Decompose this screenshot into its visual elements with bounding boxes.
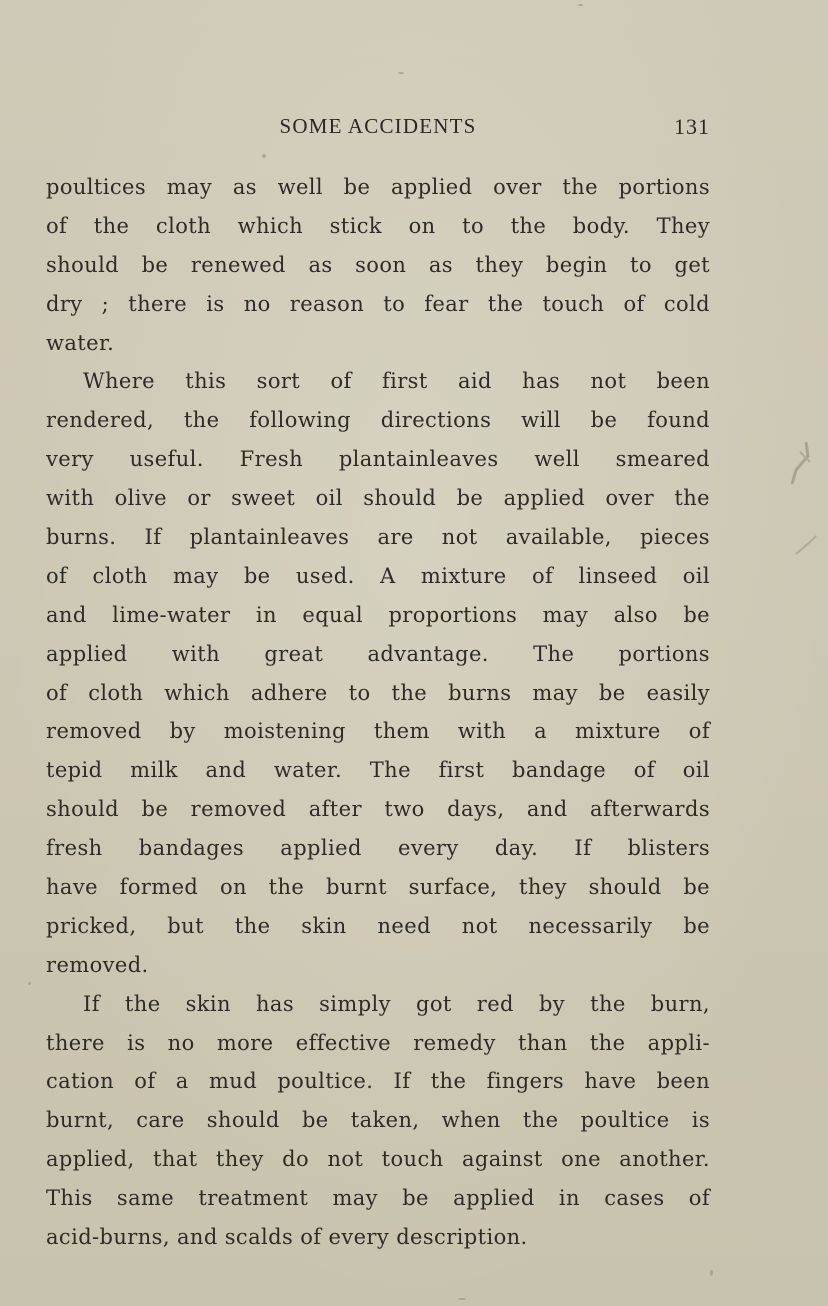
- text-line: poultices may as well be applied over the portions: [46, 175, 710, 199]
- paper-speck: [262, 154, 266, 158]
- text-line: of cloth may be used. A mixture of linseed oil: [46, 563, 710, 588]
- text-line: cation of a mud poultice. If the fingers have been: [46, 1069, 710, 1094]
- margin-smudge: [786, 440, 812, 486]
- text-line: of the cloth which stick on to the body. They: [46, 213, 710, 238]
- paragraph-2: [46, 362, 710, 984]
- text-line: have formed on the burnt surface, they should be: [46, 875, 710, 900]
- text-line: burnt, care should be taken, when the poultice is: [46, 1108, 710, 1133]
- text-line: of cloth which adhere to the burns may be easily: [46, 680, 710, 705]
- text-line: acid-burns, and scalds of every description.: [46, 1225, 528, 1250]
- text-line: pricked, but the skin need not necessarily be: [46, 913, 710, 938]
- text-line: should be removed after two days, and afterwards: [46, 797, 710, 822]
- text-line: tepid milk and water. The first bandage of oil: [46, 758, 710, 783]
- text-line: applied, that they do not touch against one another.: [46, 1147, 710, 1172]
- margin-smudge: [792, 532, 818, 562]
- paper-speck: [458, 1298, 466, 1300]
- text-line: burns. If plantainleaves are not available, pieces: [46, 525, 710, 550]
- paper-speck: [398, 72, 404, 74]
- running-head: [46, 114, 710, 144]
- text-line: and lime-water in equal proportions may also be: [46, 602, 710, 627]
- body-text: [46, 168, 710, 1257]
- paper-speck: [710, 1270, 713, 1276]
- text-line: very useful. Fresh plantainleaves well smeared: [46, 447, 710, 472]
- text-line: removed.: [46, 952, 149, 977]
- running-title: SOME ACCIDENTS: [279, 114, 477, 138]
- paragraph-1: [46, 168, 710, 362]
- text-line: dry ; there is no reason to fear the touch of cold: [46, 291, 710, 316]
- text-line: If the skin has simply got red by the burn,: [83, 991, 710, 1016]
- text-line: Where this sort of first aid has not been: [83, 369, 710, 394]
- text-line: removed by moistening them with a mixture of: [46, 719, 710, 744]
- page-number: 131: [674, 114, 710, 139]
- text-line: there is no more effective remedy than the appli-: [46, 1030, 710, 1055]
- text-line: rendered, the following directions will be found: [46, 408, 710, 433]
- text-line: applied with great advantage. The portions: [46, 641, 710, 666]
- paper-speck: [28, 982, 31, 985]
- paragraph-3: [46, 985, 710, 1257]
- text-line: water.: [46, 330, 115, 355]
- text-line: should be renewed as soon as they begin to get: [46, 252, 710, 277]
- text-line: with olive or sweet oil should be applied over the: [46, 486, 710, 511]
- text-line: fresh bandages applied every day. If blisters: [46, 836, 710, 861]
- text-line: This same treatment may be applied in cases of: [46, 1186, 710, 1211]
- paper-speck: [578, 4, 583, 6]
